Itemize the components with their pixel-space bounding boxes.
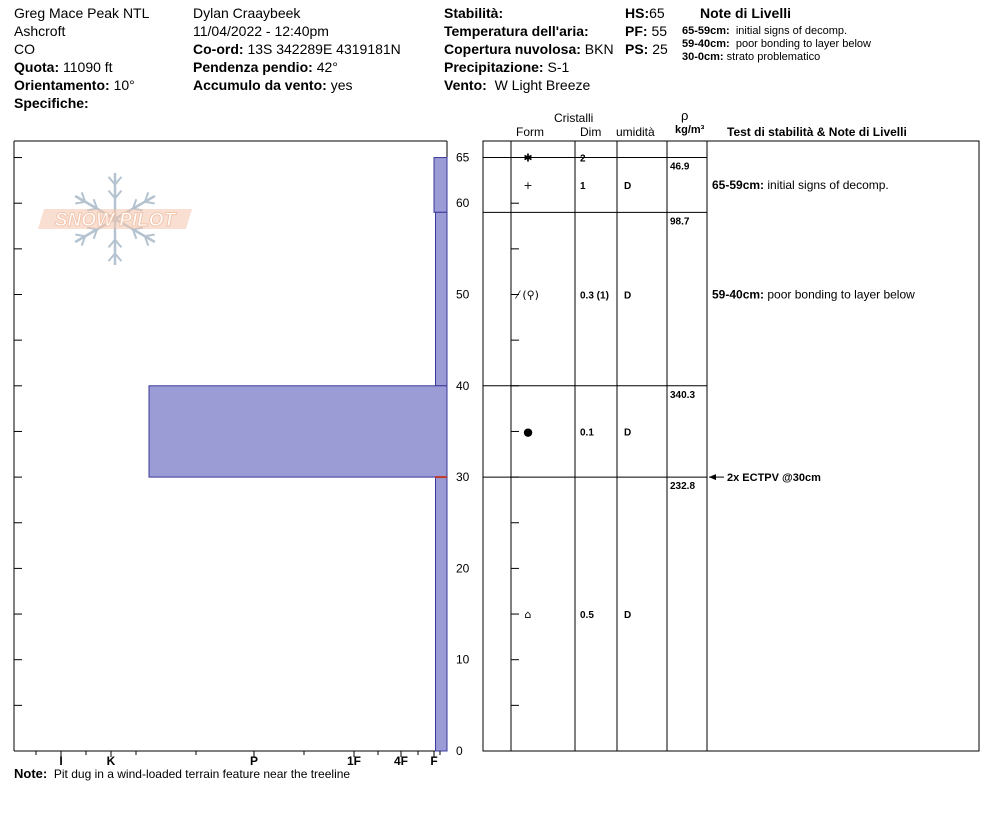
layer-comment-range: 65-59cm:: [712, 177, 765, 192]
height-tick-label: 40: [456, 378, 470, 393]
hardness-tick-label: I: [59, 754, 63, 768]
layer-comment-range: 59-40cm:: [712, 287, 765, 302]
note-text: Pit dug in a wind-loaded terrain feature near the treeline: [53, 767, 351, 781]
hs-value: 65: [649, 5, 665, 21]
height-tick-label: 50: [456, 287, 470, 302]
hs-label: HS:: [625, 5, 650, 21]
cloud-value: BKN: [584, 41, 614, 57]
height-tick-label: 0: [456, 744, 463, 758]
hardness-tick-label: K: [106, 754, 116, 768]
form-header: Form: [516, 125, 544, 139]
crystal-form-symbol: +: [523, 178, 533, 192]
size-header: Dim: [580, 125, 602, 139]
stability-label: Stabilità:: [444, 5, 504, 21]
layer-note-1: 65-59cm: initial signs of decomp.: [682, 25, 848, 37]
layer-comment-text: poor bonding to layer below: [764, 287, 915, 302]
crystal-form-symbol: ⌂: [524, 608, 532, 622]
stability-test-label: 2x ECTPV @30cm: [727, 472, 821, 485]
crystal-size: 2: [580, 153, 586, 165]
state-name: CO: [14, 41, 35, 57]
wind-value: W Light Breeze: [494, 77, 591, 93]
logo-text: SNOW PILOT: [54, 210, 176, 231]
layer-comment-text: initial signs of decomp.: [764, 177, 889, 192]
tests-header: Test di stabilità & Note di Livelli: [727, 125, 907, 139]
layer-comment: [712, 288, 915, 302]
air-temp-label: Temperatura dell'aria:: [444, 23, 589, 39]
layer-note-3: 30-0cm: strato problematico: [682, 51, 821, 63]
note-label: Note:: [14, 766, 48, 781]
height-tick-label: 65: [456, 150, 470, 165]
hardness-tick-label: F: [430, 754, 438, 768]
crystal-form-symbol: ●: [523, 425, 533, 439]
height-tick-label: 30: [456, 470, 470, 485]
layer-notes-title: Note di Livelli: [700, 5, 792, 21]
layer-comment: [712, 178, 889, 192]
hardness-bar: [436, 212, 448, 385]
table-border: [483, 141, 979, 751]
slope-label: Pendenza pendio:: [193, 59, 313, 75]
hardness-bar: [434, 158, 447, 213]
logo-flake-branch: [75, 202, 85, 204]
hardness-tick-label: 1F: [346, 754, 362, 768]
crystals-header: Cristalli: [554, 111, 594, 125]
crystal-moisture: D: [624, 290, 632, 302]
aspect-label: Orientamento:: [14, 77, 110, 93]
precip-label: Precipitazione:: [444, 59, 544, 75]
crystal-form-symbol: ✱: [523, 151, 533, 165]
coord-value: 13S 342289E 4319181N: [247, 41, 401, 57]
density-unit-header: kg/m³: [675, 124, 705, 136]
slope-value: 42°: [316, 59, 338, 75]
specifics-label: Specifiche:: [14, 95, 89, 111]
cloud-label: Copertura nuvolosa:: [444, 41, 581, 57]
density-value: 340.3: [670, 389, 696, 401]
wind-loading-value: yes: [330, 77, 353, 93]
elevation-label: Quota:: [14, 59, 60, 75]
wind-loading-label: Accumulo da vento:: [193, 77, 327, 93]
height-axis: [456, 151, 470, 758]
stability-test-arrowhead: [709, 474, 716, 480]
density-value: 46.9: [670, 161, 690, 173]
snowpilot-logo: [38, 173, 192, 265]
height-tick-label: 60: [456, 196, 470, 211]
ps-label: PS:: [625, 41, 649, 57]
crystal-form-symbol: ⁄ (⚲): [517, 288, 539, 302]
coord-label: Co-ord:: [193, 41, 244, 57]
observation-datetime: 11/04/2022 - 12:40pm: [193, 23, 329, 39]
density-value: 98.7: [670, 216, 690, 228]
precip-value: S-1: [547, 59, 570, 75]
layer-note-2: 59-40cm: poor bonding to layer below: [682, 38, 871, 50]
hardness-bar: [436, 477, 448, 751]
logo-flake-branch: [145, 234, 155, 236]
aspect-value: 10°: [113, 77, 135, 93]
crystal-size: 0.1: [580, 427, 594, 439]
range-name: Ashcroft: [14, 23, 66, 39]
hardness-bars: [149, 158, 447, 751]
hardness-tick-label: P: [249, 754, 259, 768]
hardness-bar: [149, 386, 447, 477]
observer-name: Dylan Craaybeek: [193, 5, 301, 21]
logo-flake-branch: [145, 202, 155, 204]
footer-note: [14, 766, 350, 781]
crystal-size: 0.5: [580, 610, 594, 622]
wind-label: Vento:: [444, 77, 487, 93]
elevation-value: 11090 ft: [63, 59, 113, 75]
density-value: 232.8: [670, 481, 696, 493]
pf-value: 55: [651, 23, 668, 39]
moisture-header: umidità: [616, 125, 655, 139]
logo-flake-branch: [75, 234, 85, 236]
crystal-table: [483, 141, 979, 751]
hardness-tick-label: 4F: [393, 754, 409, 768]
ps-value: 25: [652, 41, 668, 57]
location-name: Greg Mace Peak NTL: [14, 5, 150, 21]
crystal-size: 1: [580, 180, 586, 192]
pf-label: PF:: [625, 23, 648, 39]
density-symbol-header: ρ: [681, 108, 689, 123]
height-tick-label: 20: [456, 561, 470, 576]
crystal-moisture: D: [624, 180, 632, 192]
crystal-moisture: D: [624, 427, 632, 439]
height-tick-label: 10: [456, 652, 470, 667]
crystal-moisture: D: [624, 610, 632, 622]
crystal-size: 0.3 (1): [580, 290, 609, 302]
